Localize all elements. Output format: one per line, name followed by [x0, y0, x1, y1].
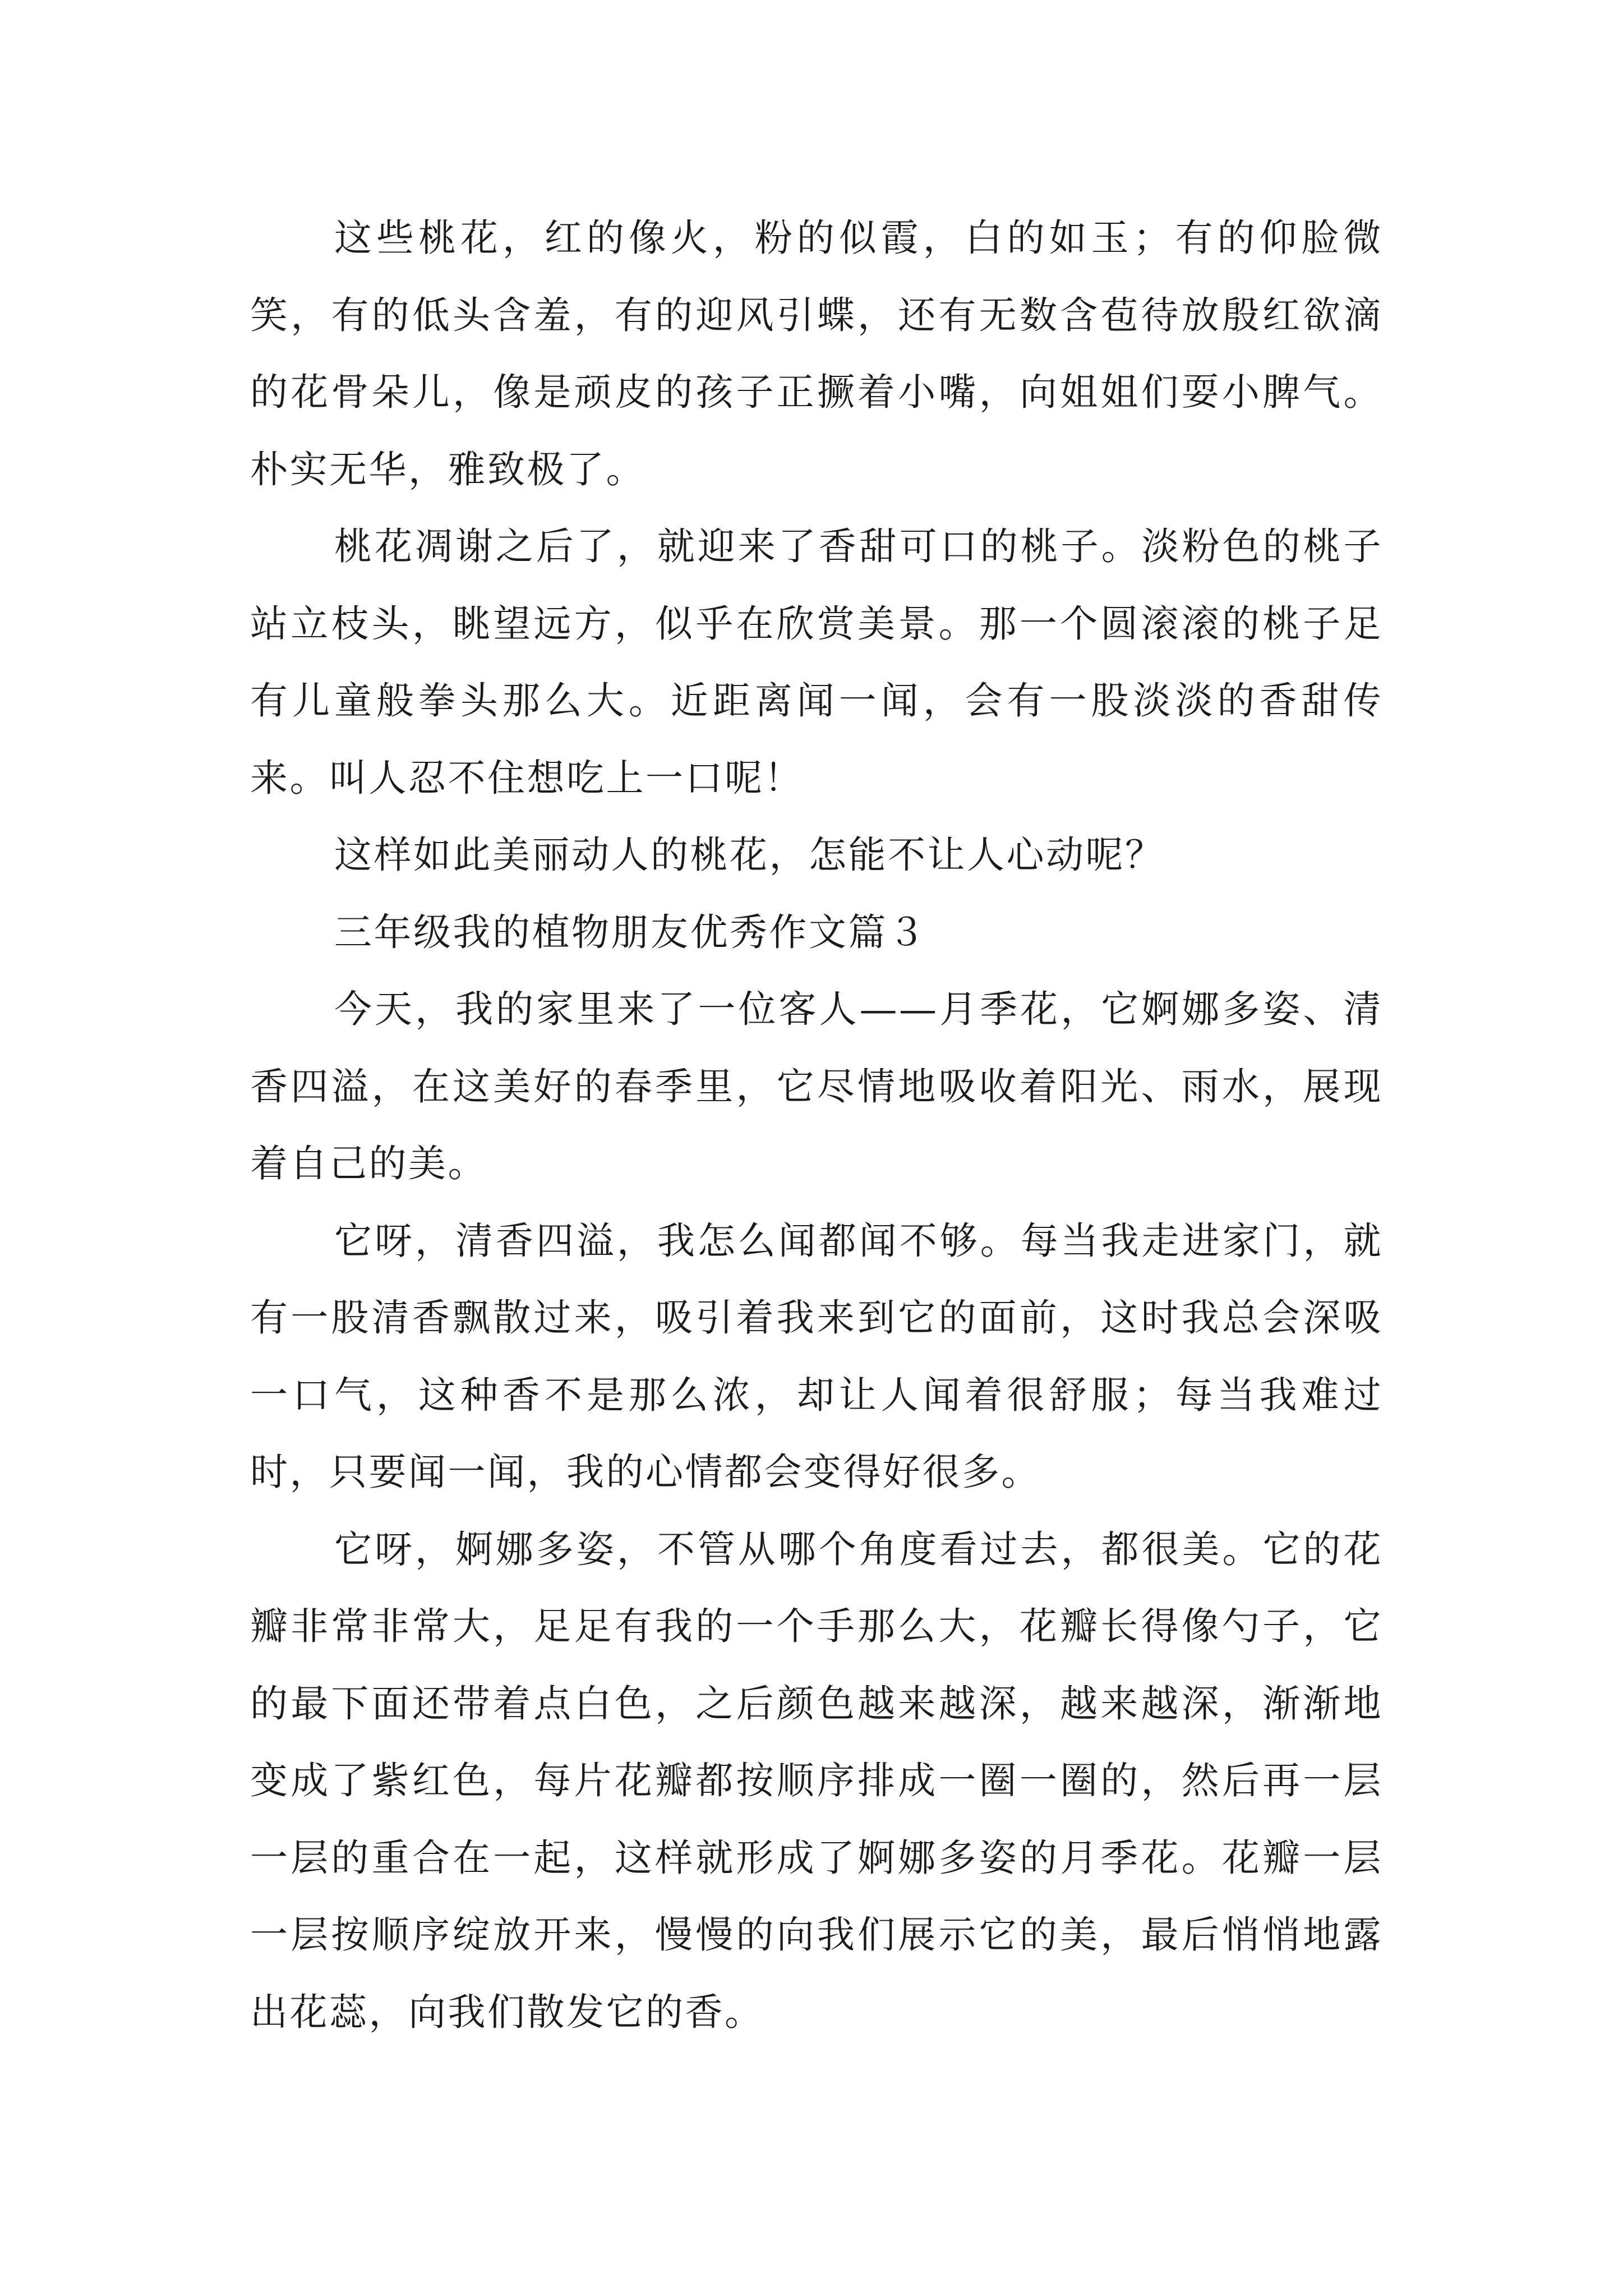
paragraph-peach-blossoms: 这些桃花，红的像火，粉的似霞，白的如玉；有的仰脸微笑，有的低头含羞，有的迎风引蝶，还有无数含苞待放殷红欲滴的花骨朵儿，像是顽皮的孩子正撅着小嘴，向姐姐们耍小脾气。朴实无华，雅致极了。 — [250, 216, 1383, 491]
paragraph-rose-intro: 今天，我的家里来了一位客人——月季花，它婀娜多姿、清香四溢，在这美好的春季里，它尽情地吸收着阳光、雨水，展现着自己的美。 — [250, 987, 1383, 1185]
paragraph-rose-petals: 它呀，婀娜多姿，不管从哪个角度看过去，都很美。它的花瓣非常非常大，足足有我的一个手那么大，花瓣长得像勺子，它的最下面还带着点白色，之后颜色越来越深，越来越深，渐渐地变成了紫红色，每片花瓣都按顺序排成一圈一圈的，然后再一层一层的重合在一起，这样就形成了婀娜多姿的月季花。花瓣一层一层按顺序绽放开来，慢慢的向我们展示它的美，最后悄悄地露出花蕊，向我们散发它的香。 — [250, 1527, 1383, 2034]
essay-title: 三年级我的植物朋友优秀作文篇３ — [334, 910, 928, 954]
paragraph-conclusion: 这样如此美丽动人的桃花，怎能不让人心动呢？ — [334, 833, 1165, 877]
paragraph-peaches: 桃花凋谢之后了，就迎来了香甜可口的桃子。淡粉色的桃子站立枝头，眺望远方，似乎在欣赏美景。那一个圆滚滚的桃子足有儿童般拳头那么大。近距离闻一闻，会有一股淡淡的香甜传来。叫人忍不住想吃上一口呢！ — [250, 524, 1383, 800]
document-body — [250, 200, 1383, 2051]
paragraph-rose-fragrance: 它呀，清香四溢，我怎么闻都闻不够。每当我走进家门，就有一股清香飘散过来，吸引着我来到它的面前，这时我总会深吸一口气，这种香不是那么浓，却让人闻着很舒服；每当我难过时，只要闻一闻，我的心情都会变得好很多。 — [250, 1218, 1383, 1494]
